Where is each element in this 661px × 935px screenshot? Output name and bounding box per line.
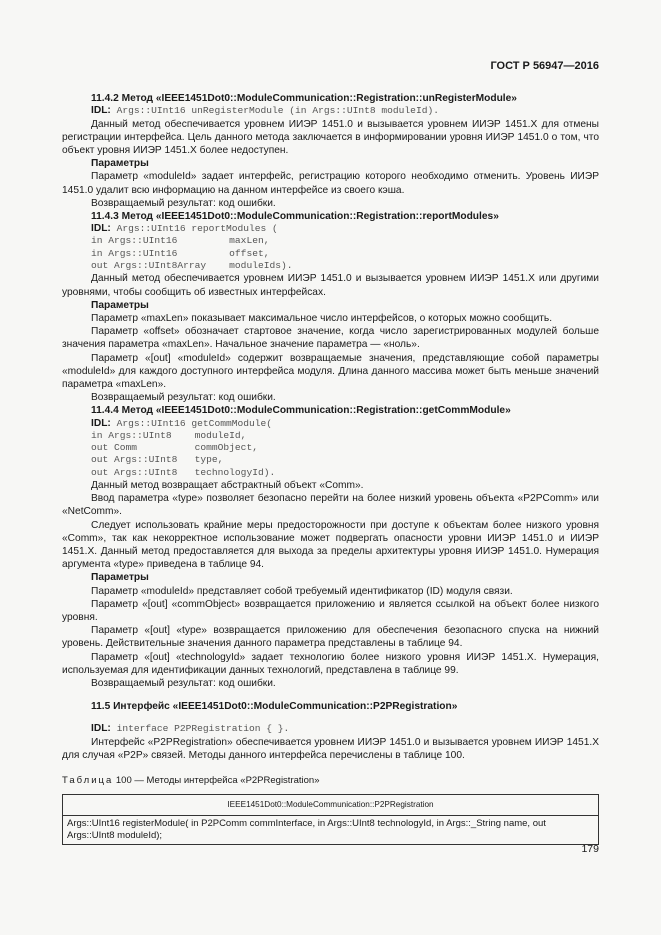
idl-line: out Args::UInt8Array moduleIds). (91, 260, 293, 272)
paragraph: Следует использовать крайние меры предосторожности при доступе к объектам более низкого уровня «Comm», так как некорректное использование может подвергать опасности уровни ИИЭР 1451.0 и ИИЭР 1451.X. Данный метод предоставляется для выхода за пределы архитектуры уровня ИИЭР 1451.0. Нумерация аргумента «type» приведена в таблице 94. (62, 519, 599, 571)
paragraph: Параметр «moduleId» представляет собой требуемый идентификатор (ID) модуля связи. (91, 585, 513, 597)
paragraph: Данный метод обеспечивается уровнем ИИЭР 1451.0 и вызывается уровнем ИИЭР 1451.X для отмены регистрации интерфейса. Цель данного метода заключается в информировании уровня ИИЭР 1451.0 о том, что объект уровня ИИЭР 1451.X более недоступен. (62, 118, 599, 156)
paragraph: Параметр «[out] «moduleId» содержит возвращаемые значения, представляющие собой параметры «moduleId» для каждого доступного интерфейса модуля. Длина данного массива может быть меньше значений параметра «maxLen». (62, 352, 599, 390)
table-cell: Args::UInt16 registerModule( in P2PComm commInterface, in Args::UInt8 technologyId, in Args::_String name, out Args::UInt8 moduleId); (63, 816, 599, 845)
table-caption-text: 100 — Методы интерфейса «P2PRegistration» (113, 775, 320, 787)
table-header-cell: IEEE1451Dot0::ModuleCommunication::P2PRegistration (63, 795, 599, 816)
idl-label: IDL: (91, 105, 111, 117)
idl-getcomm (62, 418, 599, 479)
table-header-row (63, 795, 599, 816)
paragraph: Данный метод обеспечивается уровнем ИИЭР 1451.0 и вызывается уровнем ИИЭР 1451.X или другими уровнями, чтобы сообщить об известных интерфейсах. (62, 273, 599, 298)
idl-p2p (62, 723, 599, 735)
section-heading-report: 11.4.3 Метод «IEEE1451Dot0::ModuleCommunication::Registration::reportModules» (91, 210, 499, 222)
paragraph: Ввод параметра «type» позволяет безопасно перейти на более низкий уровень объекта «P2PComm» или «NetComm». (62, 493, 599, 518)
paragraph: Возвращаемый результат: код ошибки. (91, 197, 276, 209)
idl-report (62, 223, 599, 272)
page-number: 179 (581, 843, 599, 855)
section-heading-getcomm: 11.4.4 Метод «IEEE1451Dot0::ModuleCommunication::Registration::getCommModule» (91, 405, 511, 417)
paragraph: Параметр «offset» обозначает стартовое значение, когда число зарегистрированных модулей больше значения параметра «maxLen». Начальное значение параметра — «ноль». (62, 326, 599, 351)
paragraph: Интерфейс «P2PRegistration» обеспечивается уровнем ИИЭР 1451.0 и вызывается уровнем ИИЭР 1451.X для случая «P2P» связей. Методы данного интерфейса перечислены в таблице 100. (62, 736, 599, 761)
idl-line: out Args::UInt8 type, (91, 454, 224, 466)
idl-line: in Args::UInt8 moduleId, (91, 429, 247, 441)
idl-unregister (62, 105, 599, 117)
page-content (62, 92, 599, 845)
table-caption (62, 774, 599, 787)
idl-line: Args::UInt16 getCommModule( (110, 417, 273, 429)
idl-label: IDL: (91, 723, 111, 735)
idl-label: IDL: (91, 223, 111, 235)
idl-line: in Args::UInt16 maxLen, (91, 235, 270, 247)
table-row (63, 816, 599, 845)
section-heading-p2p: 11.5 Интерфейс «IEEE1451Dot0::ModuleCommunication::P2PRegistration» (91, 701, 458, 713)
idl-label: IDL: (91, 417, 111, 429)
params-heading: Параметры (91, 572, 149, 584)
params-heading: Параметры (91, 299, 149, 311)
methods-table (62, 794, 599, 845)
paragraph: Параметр «[out] «commObject» возвращается приложению и является ссылкой на объект более низкого уровня. (62, 598, 599, 624)
idl-line: interface P2PRegistration { }. (110, 723, 290, 735)
paragraph: Возвращаемый результат: код ошибки. (91, 678, 276, 690)
paragraph: Возвращаемый результат: код ошибки. (91, 392, 276, 404)
paragraph: Параметр «moduleId» задает интерфейс, регистрацию которого необходимо отменить. Уровень ИИЭР 1451.0 удалит всю информацию на данном интерфейсе из своего кэша. (62, 171, 599, 196)
document-id: ГОСТ Р 56947—2016 (490, 60, 599, 72)
paragraph: Параметр «[out] «type» возвращается приложению для обеспечения безопасного спуска на нижний уровень. Действительные значения данного параметра представлены в таблице 94. (62, 625, 599, 650)
idl-line: in Args::UInt16 offset, (91, 247, 270, 259)
idl-line: out Comm commObject, (91, 442, 258, 454)
idl-line: Args::UInt16 unRegisterModule (in Args::UInt8 moduleId). (110, 105, 439, 117)
table-caption-word: Таблица (62, 775, 114, 787)
params-heading: Параметры (91, 158, 149, 170)
idl-line: Args::UInt16 reportModules ( (110, 223, 278, 235)
idl-line: out Args::UInt8 technologyId). (91, 466, 276, 478)
paragraph: Параметр «[out] «technologyId» задает технологию более низкого уровня ИИЭР 1451.X. Нумерация, используемая для идентификации данных технологий, представлена в таблице 99. (62, 651, 599, 676)
paragraph: Данный метод возвращает абстрактный объект «Comm». (91, 480, 364, 492)
section-heading-unregister: 11.4.2 Метод «IEEE1451Dot0::ModuleCommunication::Registration::unRegisterModule» (91, 93, 517, 104)
paragraph: Параметр «maxLen» показывает максимальное число интерфейсов, о которых можно сообщить. (91, 312, 553, 324)
